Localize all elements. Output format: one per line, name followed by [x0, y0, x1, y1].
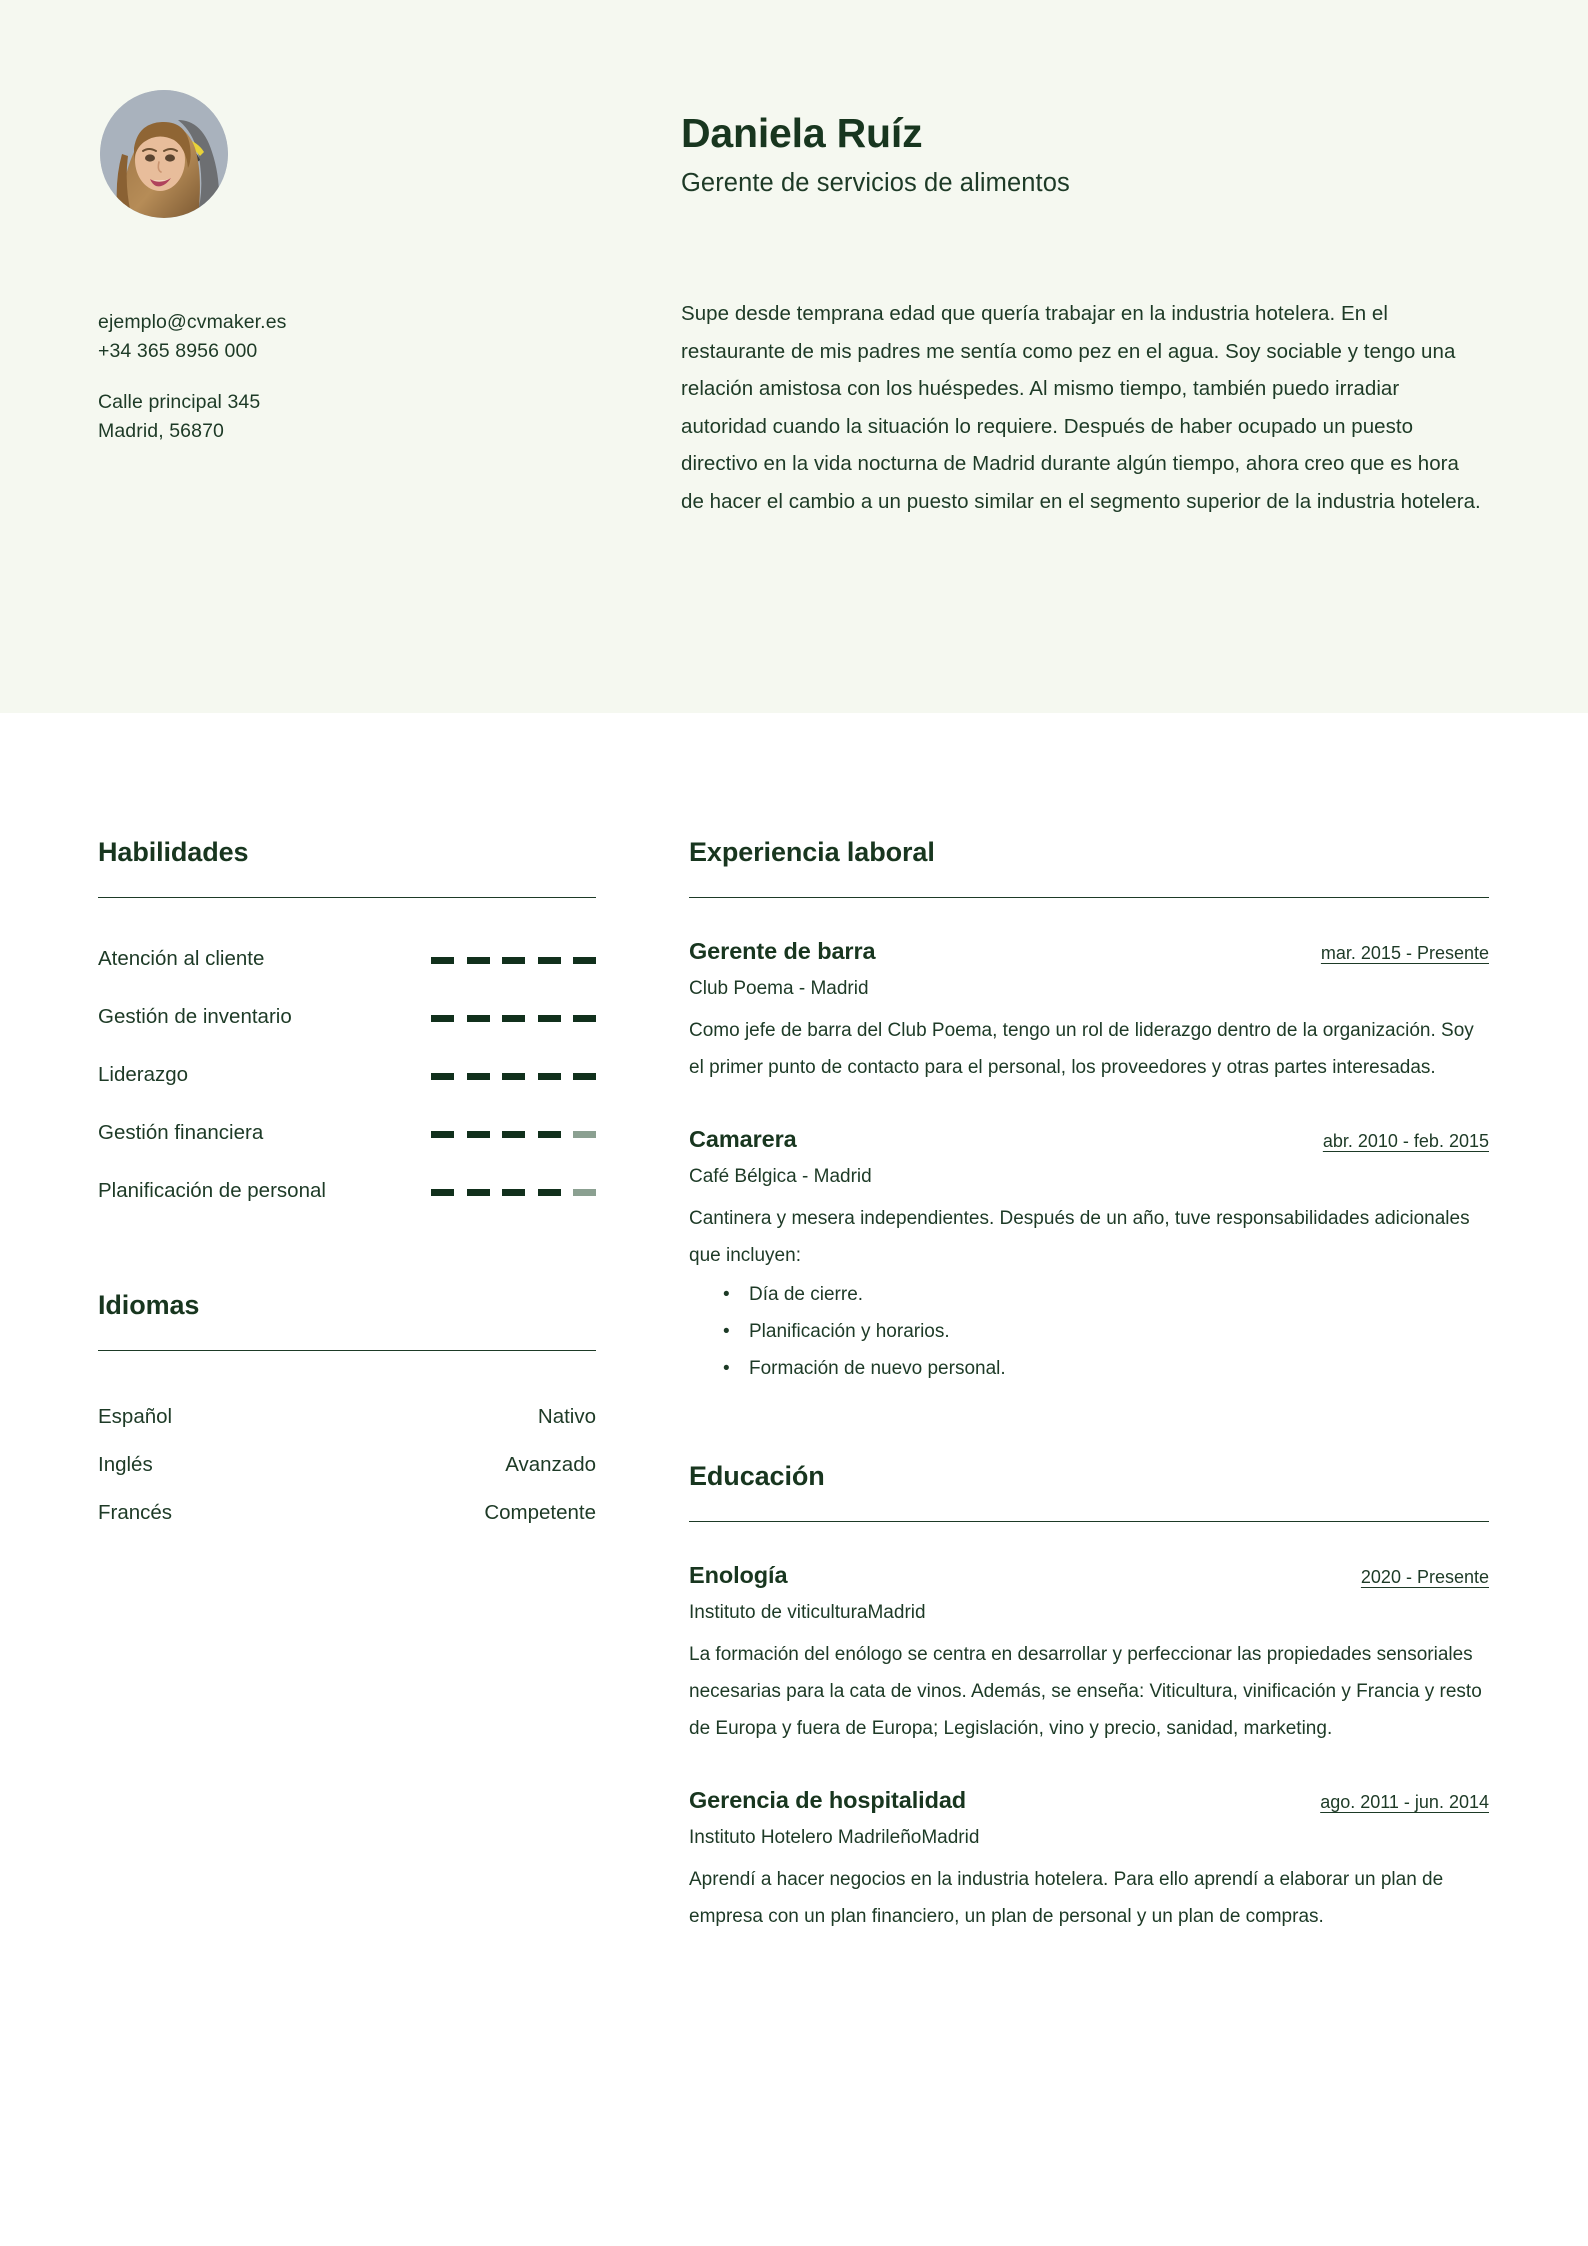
- entry-bullet: • Planificación y horarios.: [723, 1313, 1489, 1350]
- skill-rating: [431, 1073, 596, 1080]
- language-row: [98, 1393, 596, 1441]
- education-section: [689, 1459, 1489, 1935]
- education-entry: [689, 1558, 1489, 1747]
- entry-header: [689, 934, 1489, 968]
- skills-section-rule: [98, 897, 596, 898]
- rating-dash-filled: [467, 1073, 490, 1080]
- entry-role: Gerente de barra: [689, 938, 876, 964]
- experience-section-title: Experiencia laboral: [689, 837, 935, 867]
- entry-role: Gerencia de hospitalidad: [689, 1787, 967, 1813]
- rating-dash-filled: [502, 1015, 525, 1022]
- experience-section: [689, 835, 1489, 1387]
- language-level: Avanzado: [505, 1453, 596, 1476]
- rating-dash-filled: [573, 1015, 596, 1022]
- rating-dash-filled: [467, 1131, 490, 1138]
- rating-dash-filled: [573, 957, 596, 964]
- contact-address-line2: Madrid, 56870: [98, 420, 224, 442]
- education-section-title: Educación: [689, 1461, 825, 1491]
- skill-rating: [431, 957, 596, 964]
- experience-entry: [689, 1122, 1489, 1387]
- language-label: Inglés: [98, 1453, 153, 1476]
- skill-rating: [431, 1189, 596, 1196]
- entry-organization: Club Poema - Madrid: [689, 978, 869, 999]
- skill-row: [98, 1056, 596, 1094]
- name-block: [681, 108, 1501, 202]
- experience-section-rule: [689, 897, 1489, 898]
- skills-section: [98, 835, 596, 1210]
- skills-section-title: Habilidades: [98, 837, 249, 867]
- rating-dash-filled: [431, 1015, 454, 1022]
- languages-list: [98, 1393, 596, 1537]
- left-column: [98, 835, 596, 1537]
- language-level: Competente: [484, 1501, 596, 1524]
- entry-role: Camarera: [689, 1126, 797, 1152]
- rating-dash-filled: [538, 1015, 561, 1022]
- profile-summary: Supe desde temprana edad que quería trabajar en la industria hotelera. En el restaurante de mis padres me sentía como pez en el agua. Soy sociable y tengo una relación amistosa con los huéspedes. Al mismo tiempo, también puedo irradiar autoridad cuando la situación lo requiere. Después de haber ocupado un puesto directivo en la vida nocturna de Madrid durante algún tiempo, ahora creo que es hora de hacer el cambio a un puesto similar en el segmento superior de la industria hotelera.: [681, 302, 1481, 513]
- entry-date-range: ago. 2011 - jun. 2014: [1320, 1792, 1489, 1812]
- contact-email[interactable]: ejemplo@cvmaker.es: [98, 311, 287, 333]
- experience-entry: [689, 934, 1489, 1086]
- rating-dash-filled: [431, 1131, 454, 1138]
- entry-role: Enología: [689, 1562, 788, 1588]
- rating-dash-filled: [538, 957, 561, 964]
- entry-header: [689, 1122, 1489, 1156]
- rating-dash-filled: [431, 957, 454, 964]
- rating-dash-filled: [538, 1073, 561, 1080]
- entry-bullet-list: [689, 1276, 1489, 1387]
- skill-rating: [431, 1015, 596, 1022]
- skill-label: Liderazgo: [98, 1063, 189, 1086]
- entry-bullet: • Día de cierre.: [723, 1276, 1489, 1313]
- entry-organization: Instituto Hotelero MadrileñoMadrid: [689, 1827, 980, 1848]
- skill-row: [98, 1114, 596, 1152]
- rating-dash-filled: [502, 957, 525, 964]
- contact-phone[interactable]: +34 365 8956 000: [98, 340, 258, 362]
- entry-organization: Café Bélgica - Madrid: [689, 1166, 872, 1187]
- entry-description: Cantinera y mesera independientes. Después de un año, tuve responsabilidades adicionales que incluyen:: [689, 1208, 1470, 1266]
- skill-label: Planificación de personal: [98, 1179, 326, 1202]
- entry-date-range: 2020 - Presente: [1360, 1567, 1489, 1587]
- skill-row: [98, 940, 596, 978]
- entry-description: Como jefe de barra del Club Poema, tengo un rol de liderazgo dentro de la organización. Soy el primer punto de contacto para el personal, los proveedores y otras partes interesadas.: [689, 1020, 1474, 1078]
- entry-bullet: • Formación de nuevo personal.: [723, 1350, 1489, 1387]
- candidate-job-title: Gerente de servicios de alimentos: [681, 169, 1070, 197]
- skills-list: [98, 940, 596, 1210]
- entry-header: [689, 1558, 1489, 1592]
- entry-description: Aprendí a hacer negocios en la industria hotelera. Para ello aprendí a elaborar un plan de empresa con un plan financiero, un plan de personal y un plan de compras.: [689, 1869, 1444, 1927]
- language-level: Nativo: [537, 1405, 596, 1428]
- candidate-name: Daniela Ruíz: [681, 110, 923, 156]
- rating-dash-filled: [431, 1073, 454, 1080]
- skill-label: Gestión financiera: [98, 1121, 264, 1144]
- entry-organization: Instituto de viticulturaMadrid: [689, 1602, 926, 1623]
- contact-block: [98, 308, 428, 446]
- contact-spacer: [98, 366, 428, 388]
- rating-dash-filled: [502, 1073, 525, 1080]
- contact-address-line1: Calle principal 345: [98, 391, 261, 413]
- rating-dash-filled: [573, 1073, 596, 1080]
- rating-dash-filled: [467, 1189, 490, 1196]
- right-column: [689, 835, 1489, 1971]
- rating-dash-filled: [467, 957, 490, 964]
- entry-header: [689, 1783, 1489, 1817]
- language-row: [98, 1489, 596, 1537]
- rating-dash-filled: [538, 1189, 561, 1196]
- avatar: [100, 90, 228, 218]
- experience-entries: [689, 934, 1489, 1387]
- languages-section: [98, 1288, 596, 1537]
- education-entries: [689, 1558, 1489, 1935]
- entry-date-range: abr. 2010 - feb. 2015: [1322, 1131, 1489, 1151]
- education-section-rule: [689, 1521, 1489, 1522]
- skill-row: [98, 1172, 596, 1210]
- entry-date-range: mar. 2015 - Presente: [1320, 943, 1489, 963]
- language-label: Español: [98, 1405, 173, 1428]
- rating-dash-filled: [538, 1131, 561, 1138]
- skill-row: [98, 998, 596, 1036]
- skill-label: Gestión de inventario: [98, 1005, 292, 1028]
- rating-dash-filled: [467, 1015, 490, 1022]
- languages-section-rule: [98, 1350, 596, 1351]
- rating-dash-filled: [502, 1131, 525, 1138]
- languages-section-title: Idiomas: [98, 1290, 200, 1320]
- rating-dash-filled: [431, 1189, 454, 1196]
- skill-label: Atención al cliente: [98, 947, 265, 970]
- language-row: [98, 1441, 596, 1489]
- skill-rating: [431, 1131, 596, 1138]
- education-entry: [689, 1783, 1489, 1935]
- rating-dash-empty: [573, 1189, 596, 1196]
- language-label: Francés: [98, 1501, 173, 1524]
- rating-dash-filled: [502, 1189, 525, 1196]
- entry-description: La formación del enólogo se centra en desarrollar y perfeccionar las propiedades sensoriales necesarias para la cata de vinos. Además, se enseña: Viticultura, vinificación y Francia y resto de Europa y fuera de Europa; Legislación, vino y precio, sanidad, marketing.: [689, 1644, 1482, 1739]
- rating-dash-empty: [573, 1131, 596, 1138]
